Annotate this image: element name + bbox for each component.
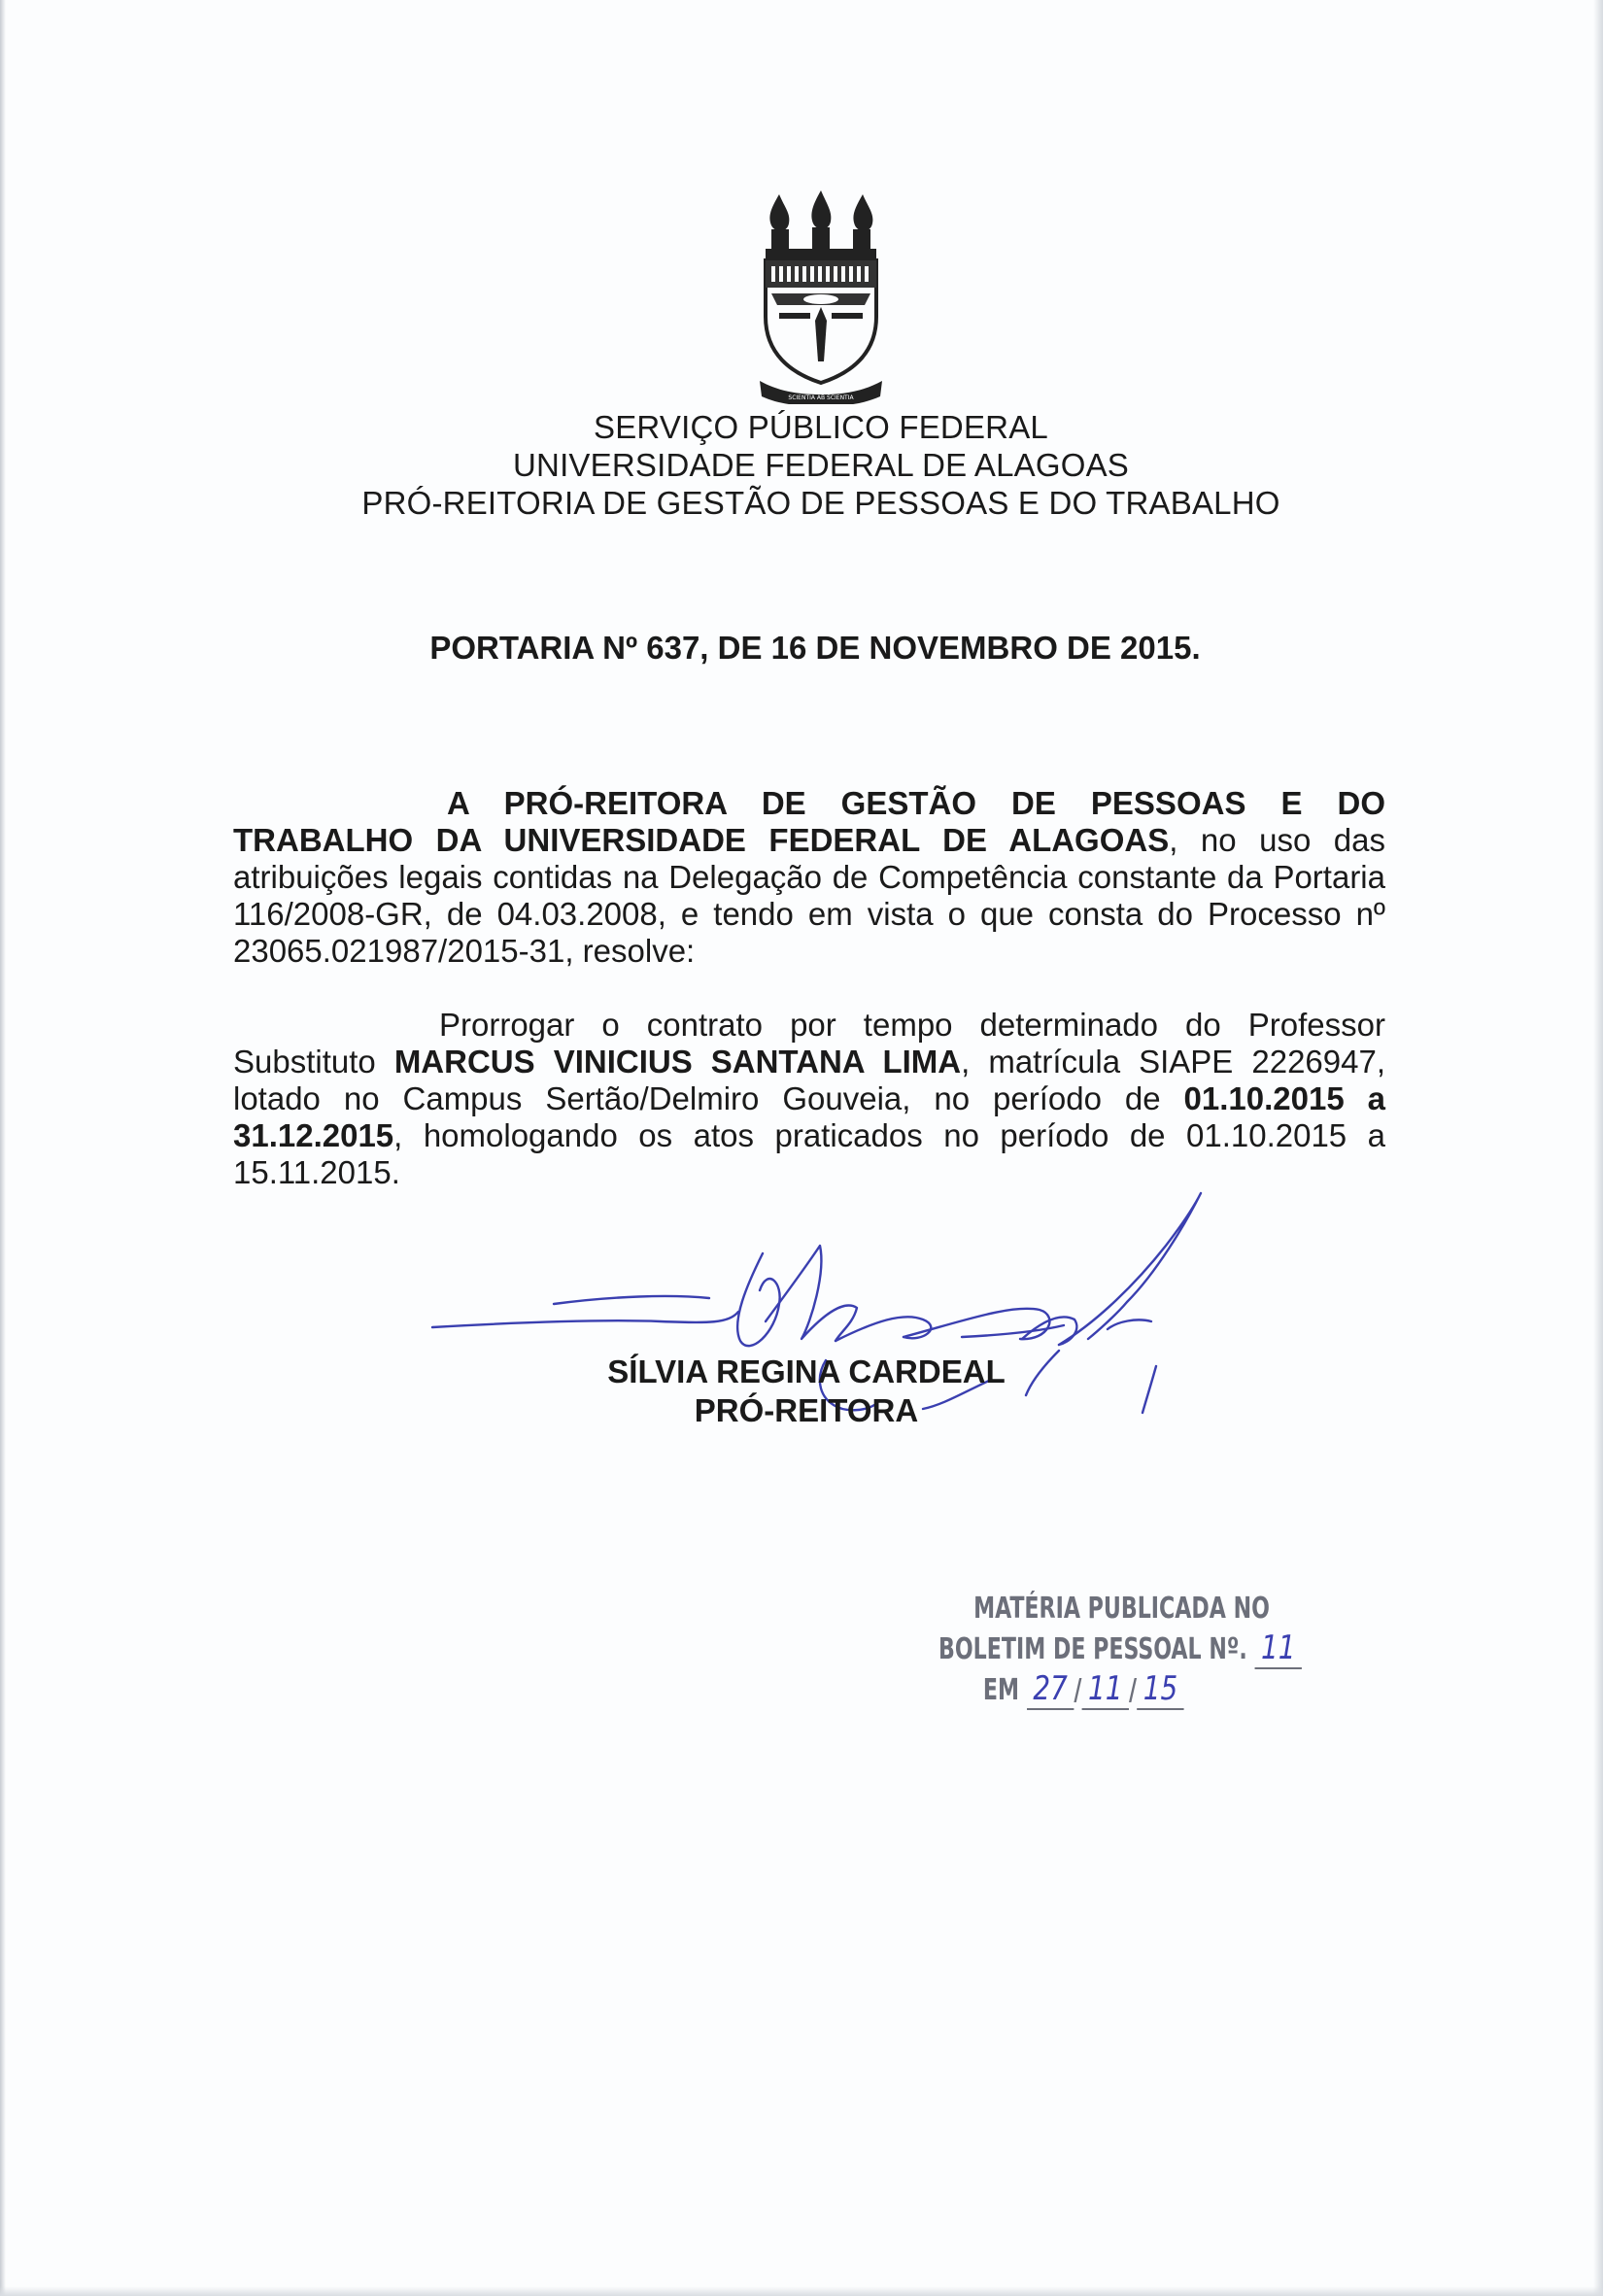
preamble-authority: A PRÓ-REITORA DE GESTÃO DE PESSOAS E DO TRABALHO DA UNIVERSIDADE FEDERAL DE ALAGOAS [233,785,1385,858]
svg-text:SCIENTIA AB SCIENTIA: SCIENTIA AB SCIENTIA [788,394,854,401]
resolution-text-1: Prorrogar o contrato por tempo determinado do Professor Substituto [233,1007,1385,1079]
paragraph-resolution [233,1007,1385,1191]
document-header [0,408,1603,522]
scan-edge-bottom [0,2286,1603,2296]
stamp-bulletin-line [938,1628,1296,1669]
header-line-federal-service: SERVIÇO PÚBLICO FEDERAL [594,409,1048,445]
header-line-university: UNIVERSIDADE FEDERAL DE ALAGOAS [513,447,1129,483]
stamp-date-month: 11 [1081,1669,1129,1710]
ordinance-title: PORTARIA Nº 637, DE 16 DE NOVEMBRO DE 2015. [429,630,1201,666]
resolution-text-3: , homologando os atos praticados no período de 01.10.2015 a 15.11.2015. [233,1117,1385,1190]
stamp-date-line: EM 27 / 11 / 15 [938,1669,1210,1710]
publication-stamp [938,1590,1296,1710]
signatory-role: PRÓ-REITORA [694,1392,919,1428]
stamp-bulletin-label: BOLETIM DE PESSOAL Nº. [938,1632,1247,1666]
signature-block [0,1353,1603,1430]
scan-edge-left [0,0,6,2296]
resolution-text-2: , matrícula SIAPE 2226947, lotado no Campus Sertão/Delmiro Gouveia, no período de [233,1044,1386,1116]
ufal-coat-of-arms-icon [758,190,884,404]
stamp-heading: MATÉRIA PUBLICADA NO [973,1592,1270,1626]
header-line-pro-rectory: PRÓ-REITORIA DE GESTÃO DE PESSOAS E DO TRABALHO [361,485,1280,521]
preamble-text: , no uso das atribuições legais contidas na Delegação de Competência constante da Portaria 116/2008-GR, de 04.03.2008, e tendo em vista o que consta do Processo nº 23065.021987/2015-31, resolve: [233,822,1385,969]
stamp-bulletin-number: 11 [1254,1628,1302,1669]
professor-name: MARCUS VINICIUS SANTANA LIMA [393,1044,962,1079]
scan-edge-right [1593,0,1603,2296]
paragraph-preamble [233,785,1385,970]
signatory-name: SÍLVIA REGINA CARDEAL [607,1354,1006,1389]
stamp-date-day: 27 [1027,1669,1074,1710]
stamp-date-year: 15 [1137,1669,1184,1710]
contract-period: 01.10.2015 a 31.12.2015 [233,1080,1385,1153]
stamp-date-label: EM [982,1673,1020,1707]
